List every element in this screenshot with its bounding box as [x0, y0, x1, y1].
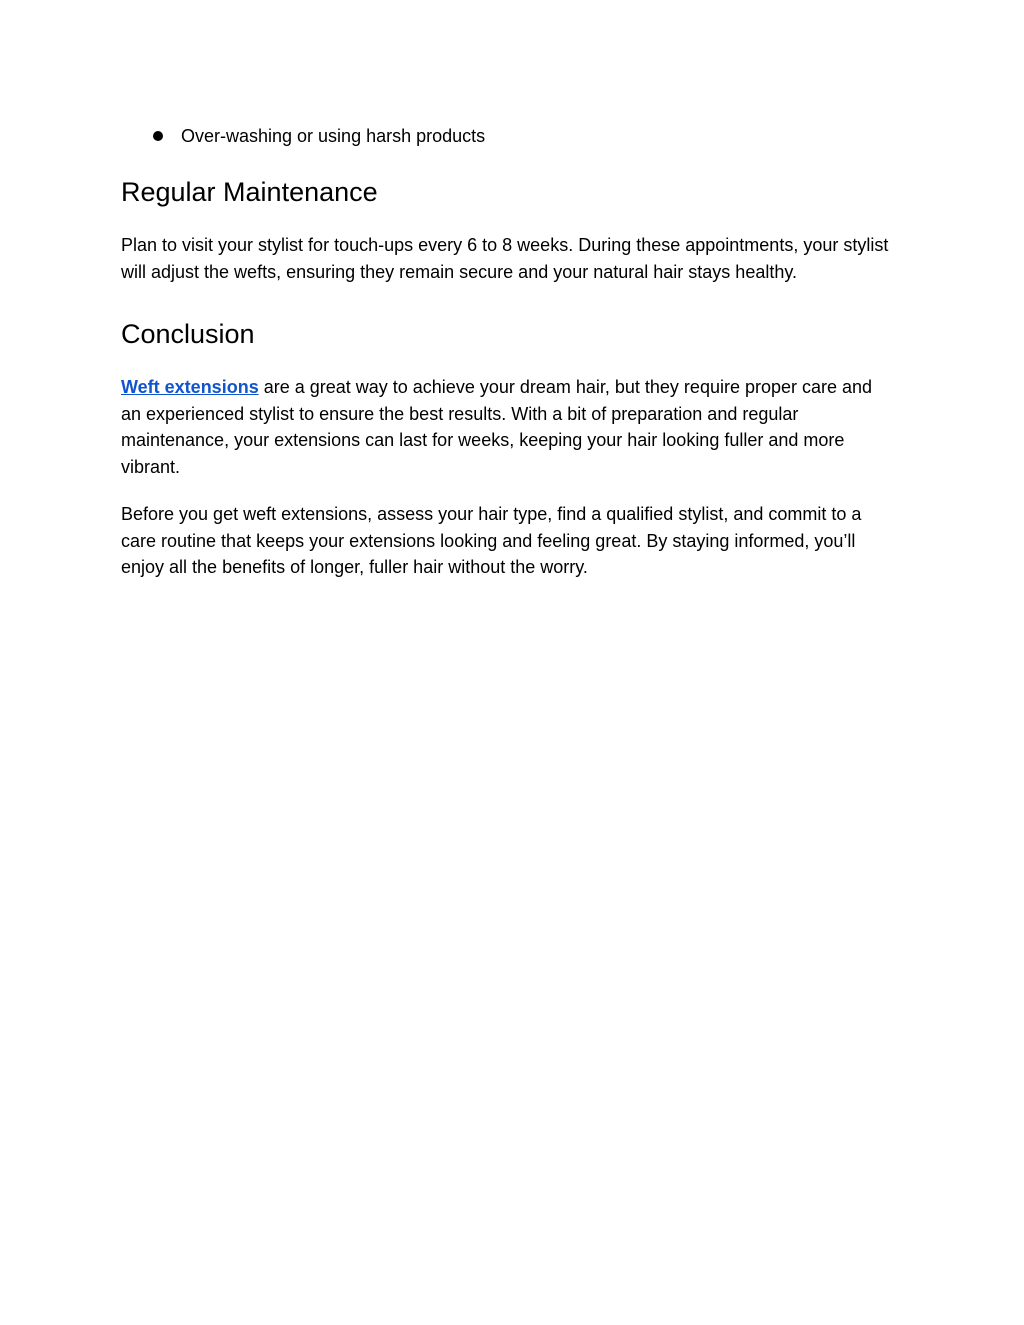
heading-conclusion: Conclusion: [121, 319, 255, 349]
paragraph-conclusion-2: Before you get weft extensions, assess your hair type, find a qualified stylist, and commit to a care routine that keeps your extensions looking and feeling great. By staying informed, you’ll enjoy all the benefits of longer, fuller hair without the worry.: [121, 504, 862, 578]
weft-extensions-link[interactable]: Weft extensions: [121, 377, 259, 397]
bullet-dot-icon: [153, 131, 163, 141]
paragraph-maintenance: Plan to visit your stylist for touch-ups every 6 to 8 weeks. During these appointments, your stylist will adjust the wefts, ensuring they remain secure and your natural hair stays healthy.: [121, 235, 889, 282]
paragraph-conclusion-1: [121, 374, 896, 480]
list-item: [153, 124, 485, 148]
list-item-text: Over-washing or using harsh products: [181, 126, 486, 146]
bullet-list: [153, 124, 485, 148]
paragraph-conclusion-1-text: are a great way to achieve your dream hair, but they require proper care and an experienced stylist to ensure the best results. With a bit of preparation and regular maintenance, your extensions can last for weeks, keeping your hair looking fuller and more vibrant.: [121, 377, 873, 477]
heading-regular-maintenance: Regular Maintenance: [121, 177, 378, 207]
